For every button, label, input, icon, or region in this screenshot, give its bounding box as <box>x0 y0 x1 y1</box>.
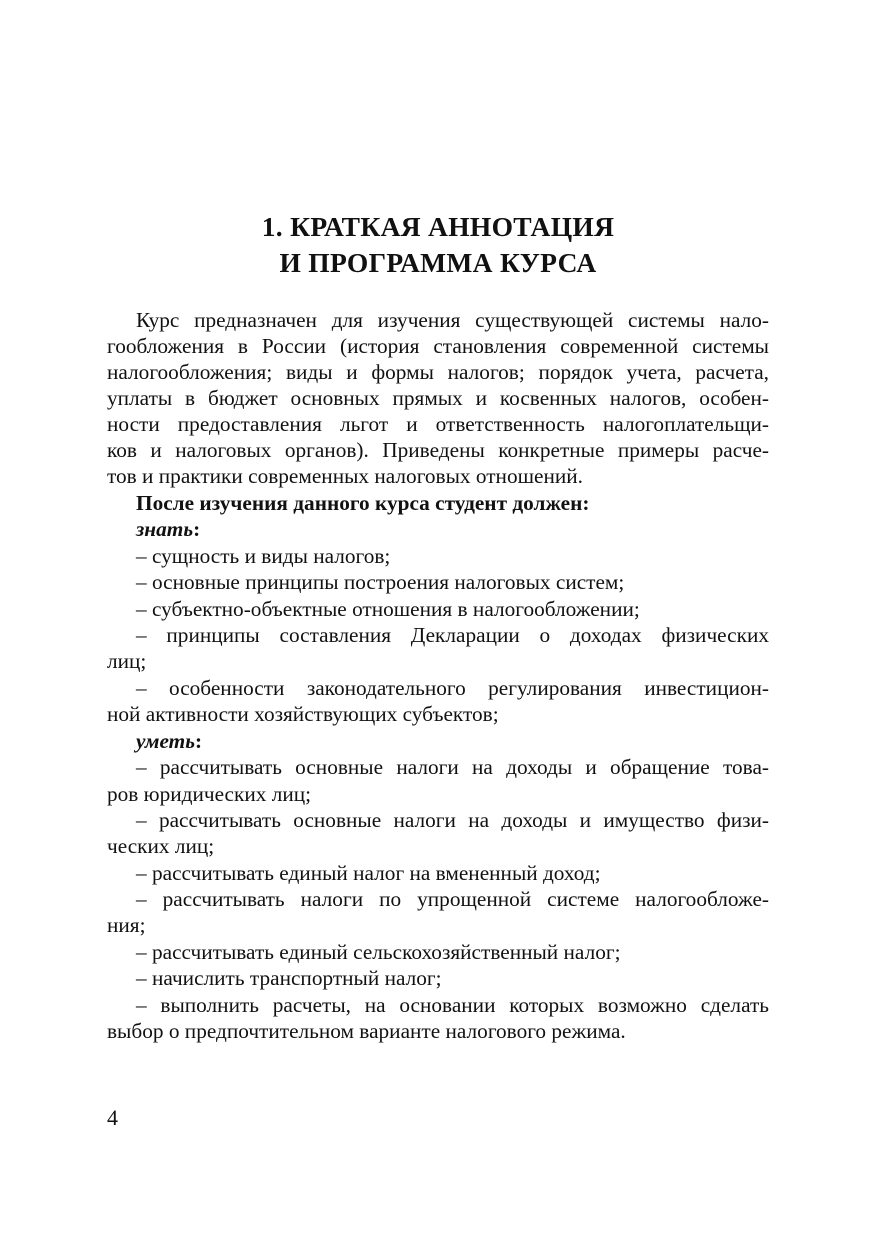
can-heading <box>136 728 769 754</box>
heading-line-2: И ПРОГРАММА КУРСА <box>279 247 597 278</box>
know-heading <box>136 516 769 542</box>
can-item-continuation: выбор о предпочтительном варианте налогового режима. <box>107 1019 626 1043</box>
intro-line: ков и налоговых органов). Приведены конкретные примеры расче- <box>107 438 769 462</box>
can-item-continuation: ния; <box>107 913 146 937</box>
can-item: – рассчитывать основные налоги на доходы и обращение това- <box>136 755 769 779</box>
intro-line: ности предоставления льгот и ответственность налогоплательщи- <box>107 412 769 436</box>
can-item-continuation: ров юридических лиц; <box>107 782 312 806</box>
know-item: – сущность и виды налогов; <box>136 544 391 568</box>
can-colon: : <box>194 729 203 753</box>
know-label: знать <box>136 517 194 541</box>
know-colon: : <box>193 517 201 541</box>
know-item: – основные принципы построения налоговых систем; <box>136 570 625 594</box>
intro-line: налогообложения; виды и формы налогов; порядок учета, расчета, <box>107 360 769 384</box>
know-item-continuation: лиц; <box>107 649 147 673</box>
heading-line-1: 1. КРАТКАЯ АННОТАЦИЯ <box>261 211 615 242</box>
know-item: – особенности законодательного регулирования инвестицион- <box>136 676 769 700</box>
know-item: – принципы составления Декларации о доходах физических <box>136 623 769 647</box>
intro-line: Курс предназначен для изучения существующей системы нало- <box>136 308 769 332</box>
can-item: – рассчитывать единый налог на вмененный доход; <box>136 861 601 885</box>
know-item: – субъектно-объектные отношения в налогообложении; <box>136 597 640 621</box>
can-item-continuation: ческих лиц; <box>107 834 215 858</box>
intro-line: гообложения в России (история становления современной системы <box>107 334 769 358</box>
can-label: уметь <box>136 729 195 753</box>
section-heading <box>107 209 769 281</box>
intro-line: тов и практики современных налоговых отношений. <box>107 464 583 488</box>
requirements-heading: После изучения данного курса студент должен: <box>136 491 590 515</box>
can-item: – рассчитывать основные налоги на доходы и имущество физи- <box>136 808 769 832</box>
can-item: – начислить транспортный налог; <box>136 966 442 990</box>
intro-line: уплаты в бюджет основных прямых и косвенных налогов, особен- <box>107 386 769 410</box>
know-item-continuation: ной активности хозяйствующих субъектов; <box>107 702 499 726</box>
can-item: – рассчитывать единый сельскохозяйственный налог; <box>136 940 621 964</box>
can-item: – выполнить расчеты, на основании которых возможно сделать <box>136 993 769 1017</box>
page-number: 4 <box>107 1105 118 1130</box>
can-item: – рассчитывать налоги по упрощенной системе налогообложе- <box>136 887 769 911</box>
